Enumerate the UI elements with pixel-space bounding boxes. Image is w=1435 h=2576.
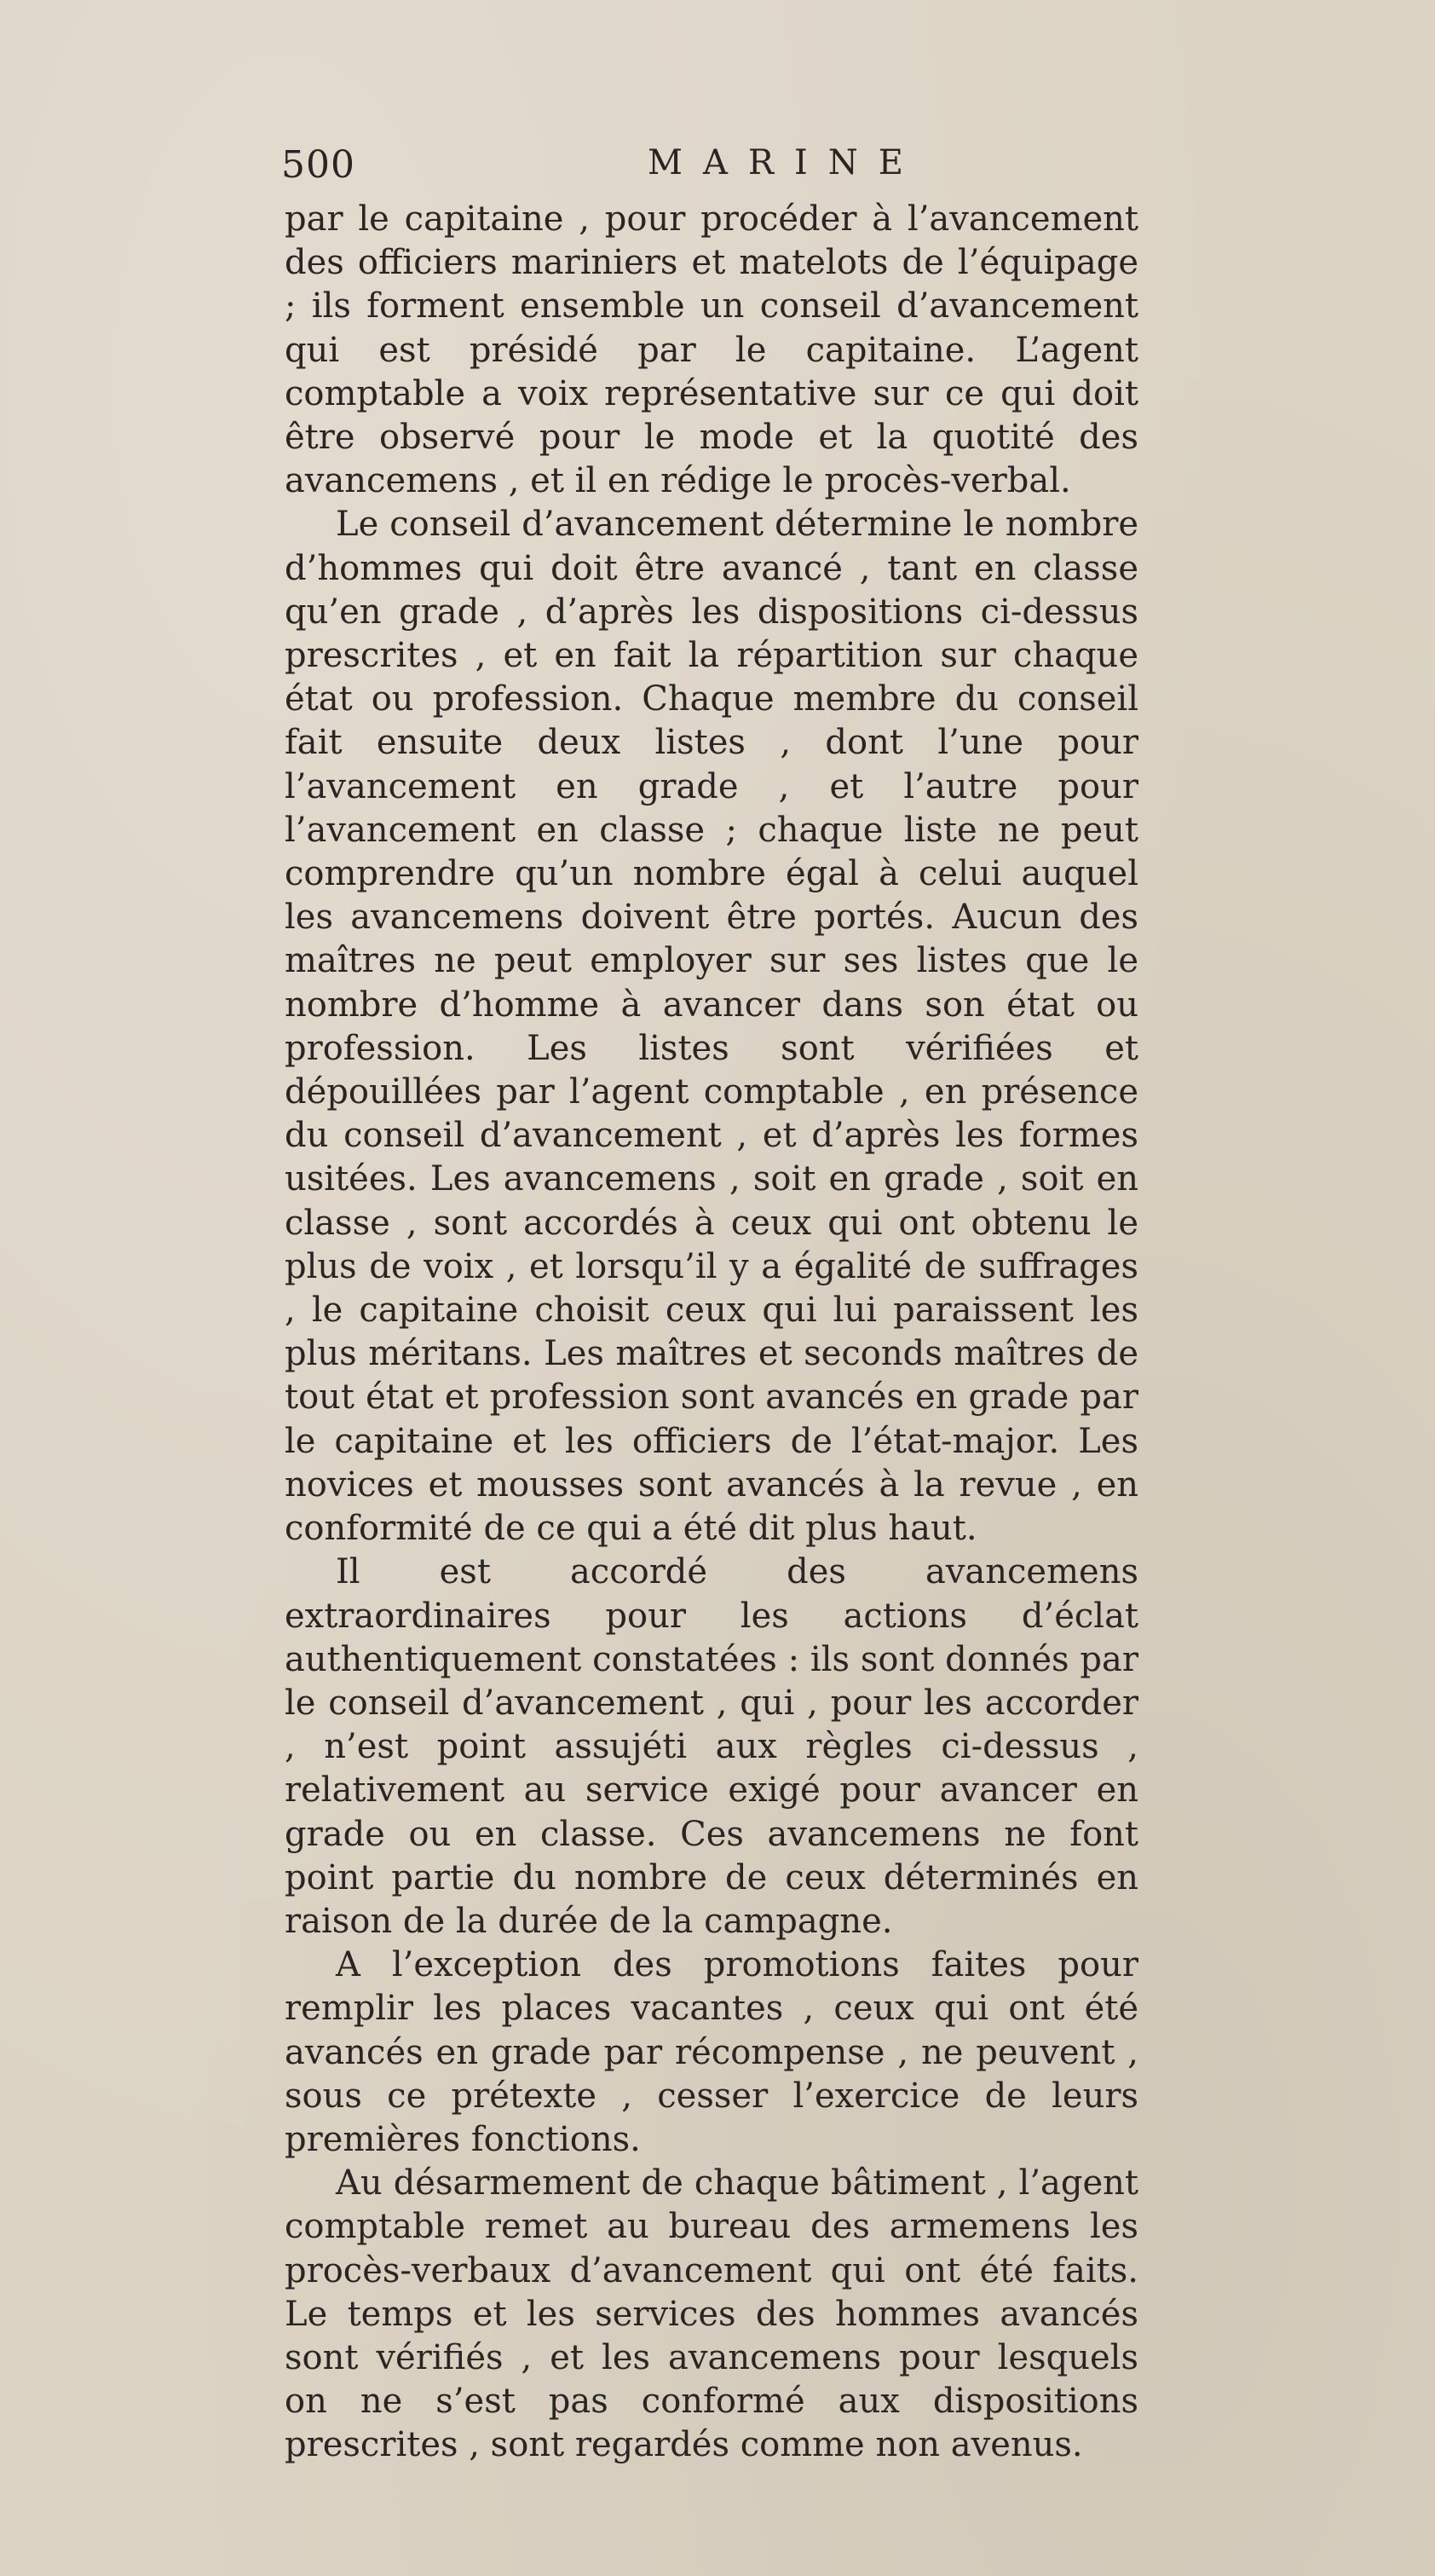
paragraph-3: Il est accordé des avancemens extraordinaires pour les actions d’éclat authentiquement constatées : ils sont donnés par le conseil d’avancement , qui , pour les accorder , n’est point assujéti aux règles ci-dessus , relativement au service exigé pour avancer en grade ou en classe. Ces avancemens ne font point partie du nombre de ceux déterminés en raison de la durée de la campagne. bbox=[285, 1552, 1138, 1941]
paragraph-4: A l’exception des promotions faites pour remplir les places vacantes , ceux qui ont été avancés en grade par récompense , ne peuvent , sous ce prétexte , cesser l’exercice de leurs premières fonctions. bbox=[285, 1945, 1138, 2159]
page-number: 500 bbox=[281, 143, 355, 187]
page-header bbox=[281, 143, 1048, 194]
body-text bbox=[285, 198, 1138, 2468]
paragraph-5: Au désarmement de chaque bâtiment , l’agent comptable remet au bureau des armemens les procès-verbaux d’avancement qui ont été faits. Le temps et les services des hommes avancés sont vérifiés , et les avancemens pour lesquels on ne s’est pas conformé aux dispositions prescrites , sont regardés comme non avenus. bbox=[285, 2163, 1138, 2465]
running-title: MARINE bbox=[648, 143, 924, 182]
paragraph-1: par le capitaine , pour procéder à l’avancement des officiers mariniers et matelots de l’équipage ; ils forment ensemble un conseil d’avancement qui est présidé par le capitaine. L’agent comptable a voix représentative sur ce qui doit être observé pour le mode et la quotité des avancemens , et il en rédige le procès-verbal. bbox=[285, 199, 1138, 501]
paragraph-2: Le conseil d’avancement détermine le nombre d’hommes qui doit être avancé , tant en classe qu’en grade , d’après les dispositions ci-dessus prescrites , et en fait la répartition sur chaque état ou profession. Chaque membre du conseil fait ensuite deux listes , dont l’une pour l’avancement en grade , et l’autre pour l’avancement en classe ; chaque liste ne peut comprendre qu’un nombre égal à celui auquel les avancemens doivent être portés. Aucun des maîtres ne peut employer sur ses listes que le nombre d’homme à avancer dans son état ou profession. Les listes sont vérifiées et dépouillées par l’agent comptable , en présence du conseil d’avancement , et d’après les formes usitées. Les avancemens , soit en grade , soit en classe , sont accordés à ceux qui ont obtenu le plus de voix , et lorsqu’il y a égalité de suffrages , le capitaine choisit ceux qui lui paraissent les plus méritans. Les maîtres et seconds maîtres de tout état et profession sont avancés en grade par le capitaine et les officiers de l’état-major. Les novices et mousses sont avancés à la revue , en conformité de ce qui a été dit plus haut. bbox=[285, 505, 1138, 1549]
